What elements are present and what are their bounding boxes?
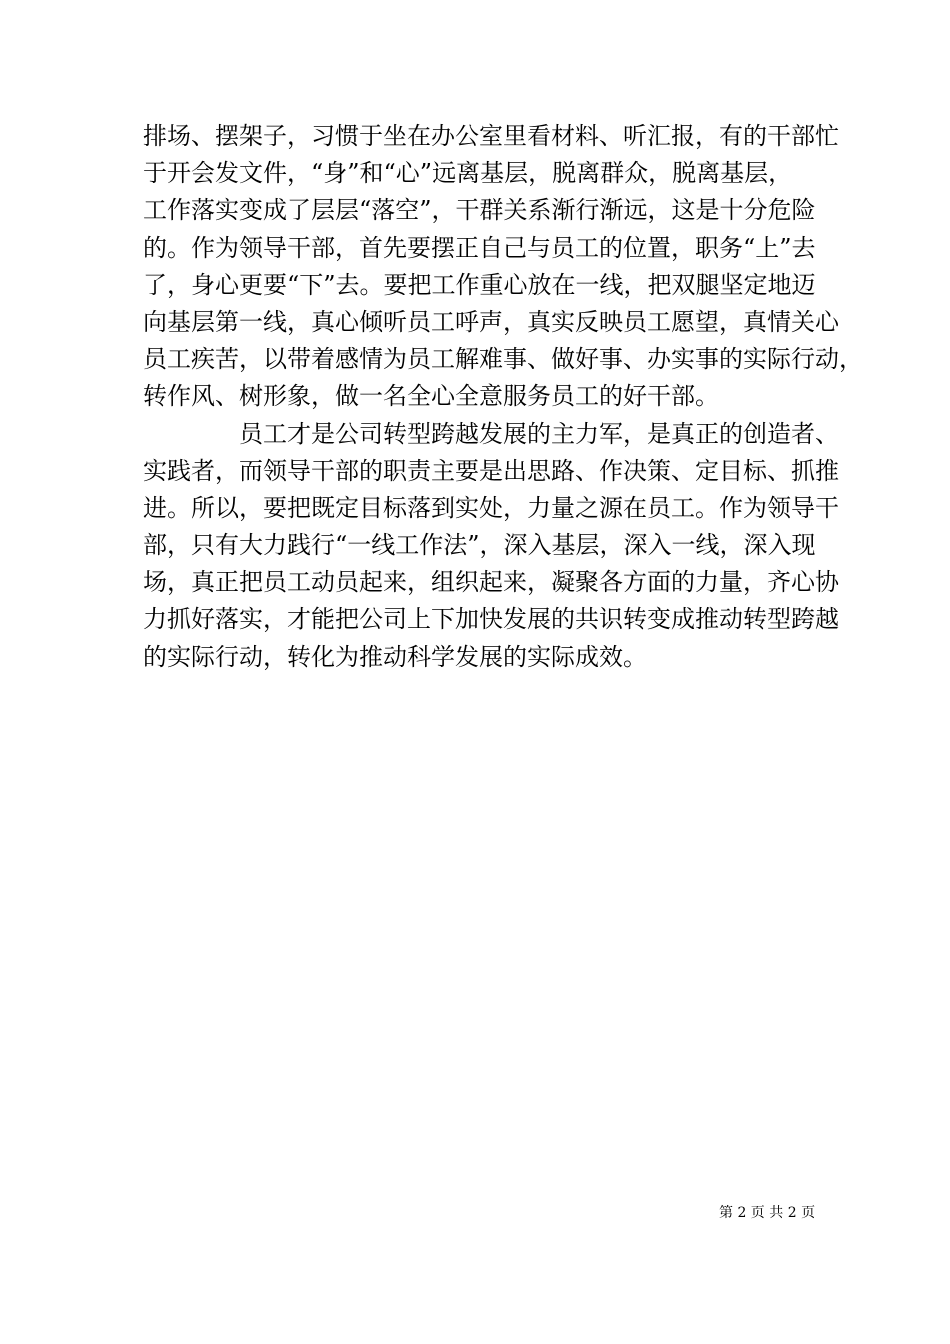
text-line: 部，只有大力践行“一线工作法”，深入基层，深入一线，深入现 (143, 531, 816, 560)
paragraph-start-line: 员工才是公司转型跨越发展的主力军，是真正的创造者、 (239, 419, 839, 448)
text-line: 力抓好落实，才能把公司上下加快发展的共识转变成推动转型跨越 (143, 605, 839, 634)
text-line: 排场、摆架子，习惯于坐在办公室里看材料、听汇报，有的干部忙 (143, 122, 839, 150)
text-line: 工作落实变成了层层“落空”，干群关系渐行渐远，这是十分危险 (143, 196, 816, 225)
text-line: 员工疾苦，以带着感情为员工解难事、做好事、办实事的实际行动， (143, 345, 863, 374)
text-line: 进。所以，要把既定目标落到实处，力量之源在员工。作为领导干 (143, 493, 839, 522)
text-line: 了，身心更要“下”去。要把工作重心放在一线，把双腿坚定地迈 (143, 270, 816, 299)
text-line: 于开会发文件，“身”和“心”远离基层，脱离群众，脱离基层， (143, 159, 793, 188)
text-line: 场，真正把员工动员起来，组织起来，凝聚各方面的力量，齐心协 (143, 568, 839, 597)
body-text (143, 118, 863, 676)
text-line: 向基层第一线，真心倾听员工呼声，真实反映员工愿望，真情关心 (143, 307, 839, 336)
text-line: 实践者，而领导干部的职责主要是出思路、作决策、定目标、抓推 (143, 456, 839, 485)
text-line: 的。作为领导干部，首先要摆正自己与员工的位置，职务“上”去 (143, 233, 816, 262)
text-line: 的实际行动，转化为推动科学发展的实际成效。 (143, 642, 647, 671)
text-line: 转作风、树形象，做一名全心全意服务员工的好干部。 (143, 382, 719, 411)
page-number-footer: 第 2 页 共 2 页 (719, 1205, 816, 1221)
